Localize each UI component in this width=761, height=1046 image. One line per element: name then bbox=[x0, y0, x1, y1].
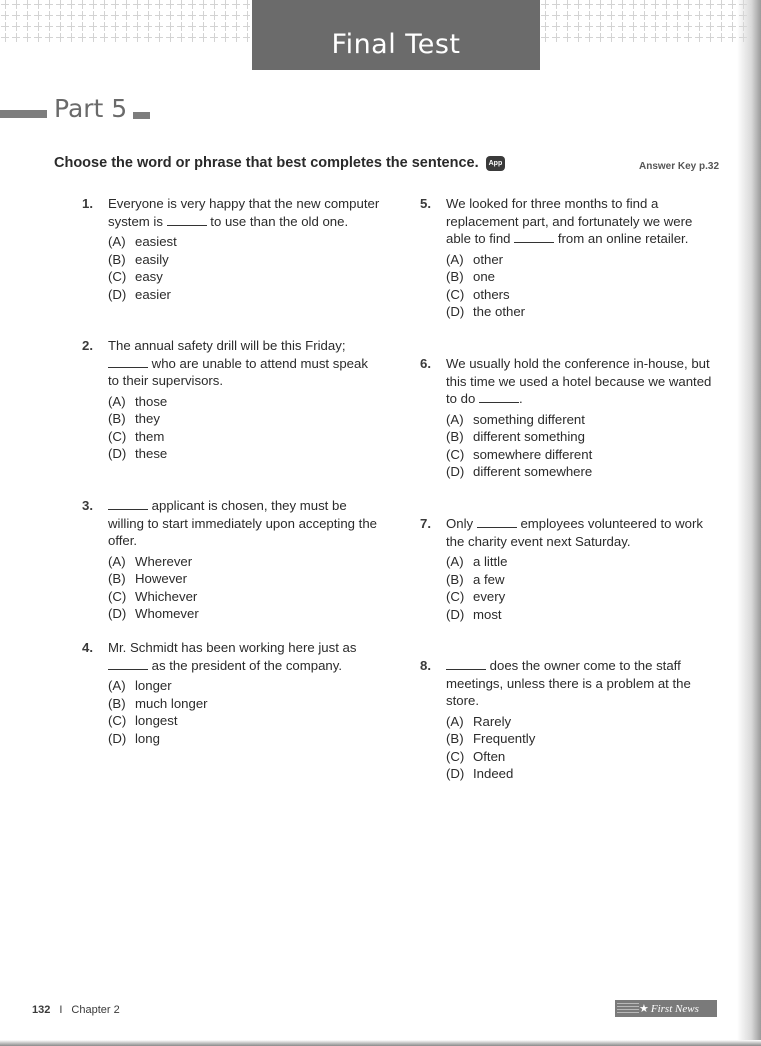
options-list bbox=[446, 251, 720, 321]
plus-mark-icon bbox=[77, 33, 88, 44]
plus-mark-icon bbox=[551, 11, 562, 22]
plus-mark-icon bbox=[209, 11, 220, 22]
plus-mark-icon bbox=[628, 0, 639, 11]
plus-mark-icon bbox=[683, 33, 694, 44]
plus-mark-icon bbox=[209, 0, 220, 11]
plus-mark-icon bbox=[165, 22, 176, 33]
plus-mark-icon bbox=[595, 33, 606, 44]
plus-mark-icon bbox=[33, 0, 44, 11]
option-b[interactable]: (B) However bbox=[108, 571, 188, 586]
plus-mark-icon bbox=[0, 22, 11, 33]
plus-mark-icon bbox=[231, 33, 242, 44]
option-b[interactable]: (B) easily bbox=[108, 251, 169, 267]
plus-mark-icon bbox=[176, 22, 187, 33]
plus-mark-icon bbox=[705, 22, 716, 33]
plus-mark-icon bbox=[11, 0, 22, 11]
option-c[interactable]: (C) somewhere different bbox=[446, 446, 593, 462]
plus-mark-icon bbox=[33, 33, 44, 44]
plus-mark-icon bbox=[617, 11, 628, 22]
plus-mark-icon bbox=[121, 11, 132, 22]
title-banner bbox=[252, 0, 540, 70]
plus-mark-icon bbox=[606, 0, 617, 11]
plus-mark-icon bbox=[639, 22, 650, 33]
plus-mark-icon bbox=[121, 22, 132, 33]
question-number: 5. bbox=[420, 196, 431, 211]
part-bar-left bbox=[0, 110, 47, 118]
plus-mark-icon bbox=[540, 0, 551, 11]
plus-mark-icon bbox=[540, 11, 551, 22]
plus-mark-icon bbox=[584, 0, 595, 11]
question-number: 2. bbox=[82, 338, 93, 353]
plus-mark-icon bbox=[88, 22, 99, 33]
plus-mark-icon bbox=[99, 0, 110, 11]
plus-mark-icon bbox=[573, 33, 584, 44]
answer-blank bbox=[477, 515, 517, 528]
question-4 bbox=[82, 639, 382, 747]
option-c[interactable]: (C) every bbox=[446, 589, 506, 604]
question-stem: We usually hold the conference in-house, but this time we used a hotel because we wanted to do . bbox=[446, 356, 712, 406]
question-number: 3. bbox=[82, 498, 93, 513]
plus-mark-icon bbox=[154, 33, 165, 44]
plus-mark-icon bbox=[231, 11, 242, 22]
plus-mark-icon bbox=[143, 11, 154, 22]
plus-mark-icon bbox=[650, 33, 661, 44]
option-d[interactable]: (D) long bbox=[108, 730, 160, 746]
plus-mark-icon bbox=[132, 33, 143, 44]
plus-mark-icon bbox=[242, 0, 250, 11]
plus-mark-icon bbox=[22, 22, 33, 33]
plus-mark-icon bbox=[66, 0, 77, 11]
instruction-text: Choose the word or phrase that best completes the sentence. bbox=[54, 155, 479, 171]
option-b[interactable]: (B) they bbox=[108, 411, 160, 426]
option-a[interactable]: (A) those bbox=[108, 393, 168, 409]
part-label: Part 5 bbox=[54, 93, 128, 123]
plus-mark-icon bbox=[639, 11, 650, 22]
plus-mark-icon bbox=[683, 0, 694, 11]
question-number: 8. bbox=[420, 658, 431, 673]
plus-mark-icon bbox=[573, 22, 584, 33]
plus-mark-icon bbox=[628, 33, 639, 44]
plus-mark-icon bbox=[705, 11, 716, 22]
question-stem: applicant is chosen, they must be willing to start immediately upon accepting the offer. bbox=[108, 498, 378, 548]
plus-mark-icon bbox=[595, 0, 606, 11]
plus-mark-icon bbox=[716, 11, 727, 22]
option-b[interactable]: (B) different something bbox=[446, 429, 585, 444]
plus-mark-icon bbox=[11, 11, 22, 22]
plus-mark-icon bbox=[121, 33, 132, 44]
plus-mark-icon bbox=[573, 11, 584, 22]
brand-name: First News bbox=[650, 1002, 699, 1015]
plus-mark-icon bbox=[99, 22, 110, 33]
plus-mark-icon bbox=[220, 0, 231, 11]
star-icon: ★ bbox=[639, 1002, 649, 1015]
plus-mark-icon bbox=[551, 22, 562, 33]
plus-mark-icon bbox=[639, 33, 650, 44]
plus-mark-icon bbox=[209, 22, 220, 33]
plus-mark-icon bbox=[683, 11, 694, 22]
plus-mark-icon bbox=[176, 33, 187, 44]
plus-mark-icon bbox=[617, 22, 628, 33]
plus-mark-icon bbox=[11, 22, 22, 33]
decorative-grid-left bbox=[0, 0, 250, 44]
speed-lines-icon bbox=[617, 1003, 639, 1015]
plus-mark-icon bbox=[132, 22, 143, 33]
plus-mark-icon bbox=[198, 0, 209, 11]
option-a[interactable]: (A) longer bbox=[108, 678, 172, 693]
plus-mark-icon bbox=[694, 11, 705, 22]
options-list bbox=[446, 553, 720, 623]
question-stem: Only employees volunteered to work the charity event next Saturday. bbox=[446, 516, 703, 549]
option-a[interactable]: (A) Rarely bbox=[446, 713, 512, 729]
option-b[interactable]: (B) one bbox=[446, 269, 496, 284]
plus-mark-icon bbox=[22, 0, 33, 11]
plus-mark-icon bbox=[44, 33, 55, 44]
plus-mark-icon bbox=[143, 33, 154, 44]
plus-mark-icon bbox=[198, 33, 209, 44]
plus-mark-icon bbox=[694, 0, 705, 11]
question-2 bbox=[82, 337, 382, 463]
options-list bbox=[446, 713, 720, 783]
plus-mark-icon bbox=[99, 11, 110, 22]
answer-blank bbox=[514, 230, 554, 243]
plus-mark-icon bbox=[165, 33, 176, 44]
options-list bbox=[108, 393, 382, 463]
options-list bbox=[108, 233, 382, 303]
question-5 bbox=[420, 195, 720, 321]
plus-mark-icon bbox=[110, 0, 121, 11]
question-stem: Mr. Schmidt has been working here just as as the president of the company. bbox=[108, 640, 357, 673]
question-number: 1. bbox=[82, 196, 93, 211]
plus-mark-icon bbox=[55, 22, 66, 33]
plus-mark-icon bbox=[11, 33, 22, 44]
plus-mark-icon bbox=[220, 11, 231, 22]
plus-mark-icon bbox=[617, 33, 628, 44]
plus-mark-icon bbox=[628, 22, 639, 33]
option-a[interactable]: (A) a little bbox=[446, 554, 508, 569]
question-number: 4. bbox=[82, 640, 93, 655]
plus-mark-icon bbox=[187, 33, 198, 44]
answer-blank bbox=[167, 213, 207, 226]
plus-mark-icon bbox=[650, 11, 661, 22]
plus-mark-icon bbox=[0, 11, 11, 22]
answer-blank bbox=[446, 657, 486, 670]
plus-mark-icon bbox=[231, 0, 242, 11]
plus-mark-icon bbox=[55, 11, 66, 22]
plus-mark-icon bbox=[716, 0, 727, 11]
plus-mark-icon bbox=[187, 11, 198, 22]
option-d[interactable]: (D) different somewhere bbox=[446, 464, 593, 479]
plus-mark-icon bbox=[110, 22, 121, 33]
plus-mark-icon bbox=[672, 0, 683, 11]
plus-mark-icon bbox=[55, 33, 66, 44]
plus-mark-icon bbox=[606, 11, 617, 22]
plus-mark-icon bbox=[44, 0, 55, 11]
part-bar-right bbox=[133, 112, 150, 119]
option-b[interactable]: (B) a few bbox=[446, 571, 505, 587]
plus-mark-icon bbox=[694, 22, 705, 33]
plus-mark-icon bbox=[584, 11, 595, 22]
plus-mark-icon bbox=[88, 0, 99, 11]
question-7 bbox=[420, 515, 720, 623]
plus-mark-icon bbox=[705, 33, 716, 44]
plus-mark-icon bbox=[0, 0, 11, 11]
plus-mark-icon bbox=[110, 33, 121, 44]
question-6 bbox=[420, 355, 720, 481]
plus-mark-icon bbox=[154, 0, 165, 11]
plus-mark-icon bbox=[683, 22, 694, 33]
plus-mark-icon bbox=[606, 33, 617, 44]
option-d[interactable]: (D) most bbox=[446, 606, 502, 622]
plus-mark-icon bbox=[584, 33, 595, 44]
plus-mark-icon bbox=[639, 0, 650, 11]
plus-mark-icon bbox=[705, 0, 716, 11]
plus-mark-icon bbox=[154, 22, 165, 33]
option-c[interactable]: (C) others bbox=[446, 286, 510, 302]
plus-mark-icon bbox=[672, 33, 683, 44]
plus-mark-icon bbox=[165, 0, 176, 11]
page-footer bbox=[32, 1004, 120, 1016]
answer-blank bbox=[108, 355, 148, 368]
option-d[interactable]: (D) these bbox=[108, 446, 168, 461]
plus-mark-icon bbox=[176, 11, 187, 22]
option-c[interactable]: (C) easy bbox=[108, 269, 163, 284]
plus-mark-icon bbox=[66, 11, 77, 22]
question-8 bbox=[420, 657, 720, 783]
plus-mark-icon bbox=[22, 11, 33, 22]
plus-mark-icon bbox=[0, 33, 11, 44]
plus-mark-icon bbox=[231, 22, 242, 33]
plus-mark-icon bbox=[44, 11, 55, 22]
plus-mark-icon bbox=[661, 0, 672, 11]
plus-mark-icon bbox=[595, 11, 606, 22]
instruction bbox=[54, 155, 505, 171]
plus-mark-icon bbox=[176, 0, 187, 11]
plus-mark-icon bbox=[595, 22, 606, 33]
plus-mark-icon bbox=[110, 11, 121, 22]
plus-mark-icon bbox=[33, 11, 44, 22]
option-a[interactable]: (A) easiest bbox=[108, 234, 177, 249]
plus-mark-icon bbox=[77, 22, 88, 33]
page-edge-shadow bbox=[737, 0, 761, 1046]
page-number: 132 bbox=[32, 1004, 51, 1016]
question-1 bbox=[82, 195, 382, 303]
plus-mark-icon bbox=[661, 33, 672, 44]
option-c[interactable]: (C) Whichever bbox=[108, 588, 198, 604]
plus-mark-icon bbox=[154, 11, 165, 22]
answer-key-reference: Answer Key p.32 bbox=[639, 161, 720, 172]
plus-mark-icon bbox=[562, 0, 573, 11]
plus-mark-icon bbox=[242, 33, 250, 44]
option-a[interactable]: (A) Wherever bbox=[108, 553, 193, 569]
plus-mark-icon bbox=[562, 11, 573, 22]
chapter-label: Chapter 2 bbox=[71, 1004, 120, 1016]
plus-mark-icon bbox=[661, 22, 672, 33]
plus-mark-icon bbox=[143, 22, 154, 33]
option-d[interactable]: (D) Whomever bbox=[108, 606, 199, 621]
brand-logo bbox=[615, 1000, 717, 1017]
answer-blank bbox=[479, 390, 519, 403]
plus-mark-icon bbox=[209, 33, 220, 44]
option-c[interactable]: (C) Often bbox=[446, 748, 506, 764]
plus-mark-icon bbox=[606, 22, 617, 33]
plus-mark-icon bbox=[22, 33, 33, 44]
plus-mark-icon bbox=[573, 0, 584, 11]
plus-mark-icon bbox=[617, 0, 628, 11]
plus-mark-icon bbox=[198, 11, 209, 22]
answer-blank bbox=[108, 657, 148, 670]
option-c[interactable]: (C) longest bbox=[108, 713, 178, 728]
plus-mark-icon bbox=[220, 33, 231, 44]
plus-mark-icon bbox=[132, 11, 143, 22]
question-stem: does the owner come to the staff meetings, unless there is a problem at the store. bbox=[446, 658, 691, 708]
footer-separator: I bbox=[59, 1004, 63, 1016]
plus-mark-icon bbox=[66, 33, 77, 44]
option-b[interactable]: (B) Frequently bbox=[446, 731, 536, 746]
page-bottom-shadow bbox=[0, 1040, 761, 1046]
plus-mark-icon bbox=[66, 22, 77, 33]
plus-mark-icon bbox=[551, 33, 562, 44]
plus-mark-icon bbox=[672, 22, 683, 33]
plus-mark-icon bbox=[650, 22, 661, 33]
plus-mark-icon bbox=[650, 0, 661, 11]
option-c[interactable]: (C) them bbox=[108, 428, 165, 444]
plus-mark-icon bbox=[77, 0, 88, 11]
plus-mark-icon bbox=[716, 33, 727, 44]
plus-mark-icon bbox=[584, 22, 595, 33]
question-stem: Everyone is very happy that the new computer system is to use than the old one. bbox=[108, 196, 380, 229]
question-number: 6. bbox=[420, 356, 431, 371]
plus-mark-icon bbox=[77, 11, 88, 22]
question-3 bbox=[82, 497, 382, 623]
plus-mark-icon bbox=[187, 0, 198, 11]
question-stem: We looked for three months to find a replacement part, and fortunately we were able to find from an online retailer. bbox=[446, 196, 693, 246]
option-d[interactable]: (D) Indeed bbox=[446, 766, 514, 781]
plus-mark-icon bbox=[551, 0, 562, 11]
plus-mark-icon bbox=[562, 22, 573, 33]
options-list bbox=[446, 411, 720, 481]
plus-mark-icon bbox=[198, 22, 209, 33]
plus-mark-icon bbox=[143, 0, 154, 11]
options-list bbox=[108, 677, 382, 747]
options-list bbox=[108, 553, 382, 623]
plus-mark-icon bbox=[661, 11, 672, 22]
plus-mark-icon bbox=[716, 22, 727, 33]
option-a[interactable]: (A) something different bbox=[446, 411, 585, 427]
decorative-grid-right bbox=[540, 0, 761, 44]
plus-mark-icon bbox=[121, 0, 132, 11]
plus-mark-icon bbox=[33, 22, 44, 33]
plus-mark-icon bbox=[99, 33, 110, 44]
plus-mark-icon bbox=[562, 33, 573, 44]
answer-blank bbox=[108, 497, 148, 510]
option-d[interactable]: (D) easier bbox=[108, 286, 171, 302]
plus-mark-icon bbox=[88, 33, 99, 44]
plus-mark-icon bbox=[242, 11, 250, 22]
plus-mark-icon bbox=[132, 0, 143, 11]
plus-mark-icon bbox=[55, 0, 66, 11]
plus-mark-icon bbox=[672, 11, 683, 22]
plus-mark-icon bbox=[187, 22, 198, 33]
option-a[interactable]: (A) other bbox=[446, 251, 504, 267]
part-heading bbox=[0, 88, 150, 128]
page-title: Final Test bbox=[331, 29, 461, 60]
plus-mark-icon bbox=[540, 33, 551, 44]
plus-mark-icon bbox=[44, 22, 55, 33]
plus-mark-icon bbox=[220, 22, 231, 33]
plus-mark-icon bbox=[242, 22, 250, 33]
question-number: 7. bbox=[420, 516, 431, 531]
option-d[interactable]: (D) the other bbox=[446, 304, 526, 319]
option-b[interactable]: (B) much longer bbox=[108, 695, 208, 711]
question-stem: The annual safety drill will be this Friday; who are unable to attend must speak to their supervisors. bbox=[108, 338, 368, 388]
plus-mark-icon bbox=[694, 33, 705, 44]
plus-mark-icon bbox=[88, 11, 99, 22]
app-icon[interactable]: App bbox=[486, 156, 506, 171]
plus-mark-icon bbox=[540, 22, 551, 33]
plus-mark-icon bbox=[165, 11, 176, 22]
plus-mark-icon bbox=[628, 11, 639, 22]
